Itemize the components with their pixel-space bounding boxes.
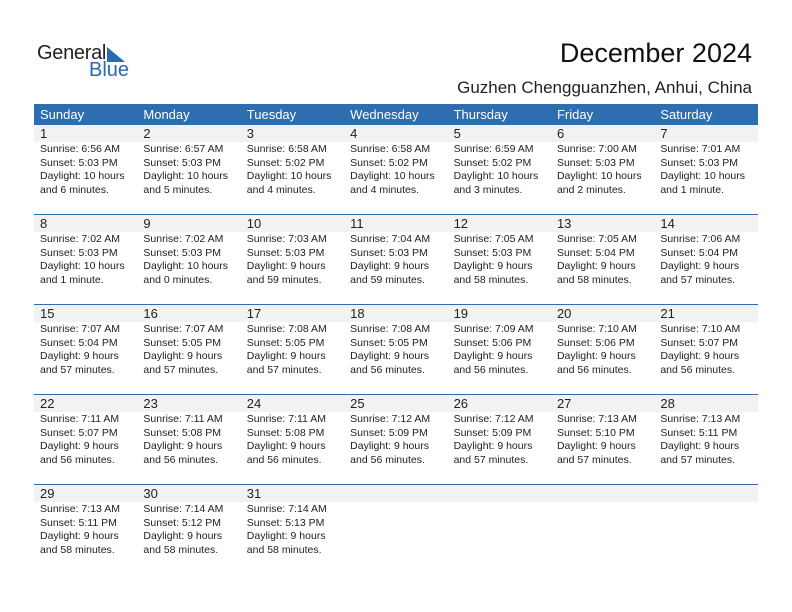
day-cell [551,395,654,484]
sunset-text: Sunset: 5:07 PM [40,426,118,439]
sunrise-text: Sunrise: 7:05 AM [556,233,637,245]
logo [37,42,137,82]
daylight-text: Daylight: 9 hours [246,440,326,452]
sunset-text: Sunset: 5:08 PM [143,426,222,439]
empty-day-cell [448,485,551,574]
daylight-text: Daylight: 9 hours [350,260,429,272]
day-number: 6 [551,125,654,142]
sunrise-text: Sunrise: 7:08 AM [246,323,327,335]
sunrise-text: Sunrise: 7:12 AM [453,413,534,425]
week-row [34,214,758,304]
sunrise-text: Sunrise: 7:04 AM [350,233,431,245]
day-number: 10 [241,215,344,232]
logo-general-text: General [37,42,107,64]
sunset-text: Sunset: 5:08 PM [246,426,325,439]
sunrise-text: Sunrise: 7:01 AM [660,143,741,155]
day-number: 8 [34,215,137,232]
day-cell [654,395,757,484]
daylight-minutes-text: and 57 minutes. [246,363,322,376]
daylight-minutes-text: and 56 minutes. [40,453,115,466]
day-number: 5 [448,125,551,142]
day-cell [241,485,344,574]
day-number: 31 [241,485,344,502]
sunset-text: Sunset: 5:03 PM [143,246,222,259]
daylight-text: Daylight: 9 hours [246,530,326,542]
weekday-tuesday: Tuesday [246,107,297,122]
daylight-minutes-text: and 58 minutes. [143,543,219,556]
sunset-text: Sunset: 5:03 PM [453,246,532,259]
day-number: 27 [551,395,654,412]
daylight-minutes-text: and 57 minutes. [660,453,736,466]
week-row [34,394,758,484]
daylight-minutes-text: and 56 minutes. [453,363,529,376]
sunset-text: Sunset: 5:03 PM [246,246,325,259]
daylight-minutes-text: and 56 minutes. [350,453,425,466]
day-number: 9 [137,215,240,232]
daylight-minutes-text: and 3 minutes. [453,183,523,196]
sun-info [448,232,551,287]
sun-info [551,232,654,287]
daylight-minutes-text: and 56 minutes. [660,363,736,376]
daylight-text: Daylight: 9 hours [143,530,223,542]
sunrise-text: Sunrise: 7:11 AM [40,413,120,425]
daylight-text: Daylight: 9 hours [556,260,636,272]
day-number-empty [344,485,447,502]
empty-day-cell [344,485,447,574]
day-cell [344,125,447,214]
sunset-text: Sunset: 5:05 PM [246,336,325,349]
day-number: 19 [448,305,551,322]
sun-info [344,322,447,377]
daylight-minutes-text: and 6 minutes. [40,183,109,196]
daylight-minutes-text: and 57 minutes. [40,363,115,376]
day-cell [654,215,757,304]
day-cell [241,395,344,484]
weekday-monday: Monday [143,107,190,122]
daylight-text: Daylight: 9 hours [556,350,636,362]
day-cell [241,215,344,304]
sun-info [34,232,137,287]
sun-info [241,232,344,287]
sunrise-text: Sunrise: 7:10 AM [660,323,741,335]
sun-info [654,232,757,287]
day-cell [137,485,240,574]
sunrise-text: Sunrise: 7:14 AM [246,503,327,515]
sun-info [137,142,240,197]
sun-info [137,502,240,557]
sunset-text: Sunset: 5:13 PM [246,516,325,529]
sunrise-text: Sunrise: 7:09 AM [453,323,534,335]
sunset-text: Sunset: 5:03 PM [350,246,428,259]
sunset-text: Sunset: 5:04 PM [40,336,118,349]
logo-blue-text: Blue [89,59,130,81]
sun-info [448,412,551,467]
daylight-text: Daylight: 10 hours [556,170,642,182]
sun-info [551,322,654,377]
sun-info [654,142,757,197]
daylight-text: Daylight: 10 hours [350,170,435,182]
daylight-text: Daylight: 9 hours [40,440,119,452]
day-number: 13 [551,215,654,232]
day-number: 24 [241,395,344,412]
sun-info [241,412,344,467]
daylight-minutes-text: and 1 minute. [40,273,104,286]
daylight-minutes-text: and 5 minutes. [143,183,213,196]
day-cell [654,125,757,214]
sun-info [137,232,240,287]
sun-info [241,502,344,557]
sunset-text: Sunset: 5:06 PM [453,336,532,349]
day-number-empty [448,485,551,502]
day-number: 2 [137,125,240,142]
day-cell [137,395,240,484]
day-number: 1 [34,125,137,142]
day-number: 16 [137,305,240,322]
sunset-text: Sunset: 5:11 PM [40,516,117,529]
day-number: 22 [34,395,137,412]
empty-day-cell [551,485,654,574]
location-subtitle: Guzhen Chengguanzhen, Anhui, China [457,78,752,97]
daylight-text: Daylight: 9 hours [660,440,740,452]
day-number: 4 [344,125,447,142]
day-cell [137,305,240,394]
sunrise-text: Sunrise: 7:12 AM [350,413,431,425]
sunset-text: Sunset: 5:07 PM [660,336,738,349]
sunrise-text: Sunrise: 7:00 AM [556,143,637,155]
sunrise-text: Sunrise: 6:58 AM [246,143,327,155]
sunset-text: Sunset: 5:04 PM [660,246,738,259]
sunrise-text: Sunrise: 7:11 AM [246,413,326,425]
daylight-text: Daylight: 9 hours [40,530,119,542]
sunset-text: Sunset: 5:02 PM [453,156,532,169]
daylight-text: Daylight: 9 hours [350,350,429,362]
sunset-text: Sunset: 5:05 PM [143,336,222,349]
daylight-minutes-text: and 58 minutes. [453,273,529,286]
sun-info [448,142,551,197]
week-row [34,125,758,214]
daylight-text: Daylight: 9 hours [143,440,223,452]
day-number-empty [551,485,654,502]
week-row [34,484,758,574]
day-number: 17 [241,305,344,322]
sun-info [34,502,137,557]
daylight-text: Daylight: 10 hours [246,170,332,182]
weekday-friday: Friday [556,107,594,122]
day-cell [551,215,654,304]
daylight-text: Daylight: 10 hours [143,260,229,272]
day-cell [34,395,137,484]
day-number: 23 [137,395,240,412]
day-cell [551,125,654,214]
sunrise-text: Sunrise: 7:14 AM [143,503,224,515]
daylight-text: Daylight: 10 hours [660,170,745,182]
daylight-text: Daylight: 10 hours [143,170,229,182]
day-cell [344,215,447,304]
sun-info [344,142,447,197]
sun-info [34,142,137,197]
daylight-minutes-text: and 59 minutes. [246,273,322,286]
day-number: 12 [448,215,551,232]
day-cell [34,485,137,574]
daylight-minutes-text: and 0 minutes. [143,273,213,286]
day-number: 18 [344,305,447,322]
daylight-text: Daylight: 9 hours [350,440,429,452]
sun-info [551,142,654,197]
day-number: 30 [137,485,240,502]
day-cell [448,395,551,484]
day-cell [241,305,344,394]
daylight-minutes-text: and 58 minutes. [246,543,322,556]
sunrise-text: Sunrise: 6:59 AM [453,143,534,155]
sunrise-text: Sunrise: 7:06 AM [660,233,741,245]
sun-info [34,412,137,467]
daylight-text: Daylight: 9 hours [246,350,326,362]
weekday-saturday: Saturday [660,107,713,122]
sunset-text: Sunset: 5:03 PM [40,246,118,259]
day-number: 14 [654,215,757,232]
daylight-minutes-text: and 58 minutes. [40,543,115,556]
day-cell [137,125,240,214]
day-cell [241,125,344,214]
sunrise-text: Sunrise: 7:07 AM [40,323,120,335]
sunrise-text: Sunrise: 7:10 AM [556,323,637,335]
day-number: 20 [551,305,654,322]
sunset-text: Sunset: 5:02 PM [246,156,325,169]
sun-info [344,412,447,467]
sunrise-text: Sunrise: 7:05 AM [453,233,534,245]
day-number: 26 [448,395,551,412]
weekday-header [34,104,758,125]
sunrise-text: Sunrise: 7:02 AM [40,233,120,245]
daylight-text: Daylight: 9 hours [453,440,533,452]
daylight-minutes-text: and 56 minutes. [556,363,632,376]
sun-info [241,322,344,377]
day-number: 25 [344,395,447,412]
daylight-minutes-text: and 57 minutes. [556,453,632,466]
day-number: 21 [654,305,757,322]
daylight-text: Daylight: 9 hours [660,350,740,362]
day-cell [551,305,654,394]
sun-info [551,412,654,467]
day-number: 29 [34,485,137,502]
daylight-minutes-text: and 58 minutes. [556,273,632,286]
sunrise-text: Sunrise: 7:13 AM [660,413,741,425]
day-number: 3 [241,125,344,142]
daylight-text: Daylight: 9 hours [246,260,326,272]
day-cell [654,305,757,394]
sunset-text: Sunset: 5:09 PM [350,426,428,439]
sunset-text: Sunset: 5:02 PM [350,156,428,169]
weekday-wednesday: Wednesday [350,107,419,122]
sun-info [344,232,447,287]
sun-info [137,322,240,377]
daylight-minutes-text: and 57 minutes. [453,453,529,466]
daylight-minutes-text: and 4 minutes. [350,183,420,196]
day-number-empty [654,485,757,502]
daylight-text: Daylight: 9 hours [660,260,740,272]
daylight-minutes-text: and 57 minutes. [143,363,219,376]
daylight-text: Daylight: 9 hours [556,440,636,452]
sunrise-text: Sunrise: 7:02 AM [143,233,224,245]
sunset-text: Sunset: 5:03 PM [143,156,222,169]
sunset-text: Sunset: 5:05 PM [350,336,428,349]
sunrise-text: Sunrise: 7:13 AM [556,413,637,425]
daylight-minutes-text: and 56 minutes. [143,453,219,466]
sun-info [448,322,551,377]
sunrise-text: Sunrise: 6:58 AM [350,143,431,155]
daylight-text: Daylight: 9 hours [143,350,223,362]
weekday-sunday: Sunday [40,107,85,122]
sun-info [34,322,137,377]
sunrise-text: Sunrise: 6:57 AM [143,143,224,155]
day-number: 28 [654,395,757,412]
daylight-minutes-text: and 56 minutes. [246,453,322,466]
daylight-minutes-text: and 2 minutes. [556,183,626,196]
day-cell [448,215,551,304]
sun-info [137,412,240,467]
sunset-text: Sunset: 5:10 PM [556,426,635,439]
sunrise-text: Sunrise: 7:13 AM [40,503,120,515]
sun-info [654,412,757,467]
sunrise-text: Sunrise: 7:08 AM [350,323,431,335]
day-number: 15 [34,305,137,322]
daylight-minutes-text: and 4 minutes. [246,183,316,196]
day-cell [344,305,447,394]
sunrise-text: Sunrise: 6:56 AM [40,143,120,155]
calendar-grid [34,104,758,574]
day-cell [137,215,240,304]
day-cell [34,125,137,214]
daylight-minutes-text: and 56 minutes. [350,363,425,376]
daylight-minutes-text: and 59 minutes. [350,273,425,286]
day-number: 11 [344,215,447,232]
day-cell [448,125,551,214]
daylight-minutes-text: and 57 minutes. [660,273,736,286]
sun-info [654,322,757,377]
day-number: 7 [654,125,757,142]
daylight-minutes-text: and 1 minute. [660,183,724,196]
sunset-text: Sunset: 5:12 PM [143,516,222,529]
sunset-text: Sunset: 5:09 PM [453,426,532,439]
weekday-thursday: Thursday [453,107,508,122]
daylight-text: Daylight: 10 hours [40,170,125,182]
sunset-text: Sunset: 5:03 PM [40,156,118,169]
sunset-text: Sunset: 5:03 PM [556,156,635,169]
daylight-text: Daylight: 9 hours [40,350,119,362]
sunset-text: Sunset: 5:03 PM [660,156,738,169]
empty-day-cell [654,485,757,574]
day-cell [34,305,137,394]
sunset-text: Sunset: 5:11 PM [660,426,738,439]
daylight-text: Daylight: 10 hours [453,170,539,182]
sunrise-text: Sunrise: 7:11 AM [143,413,223,425]
sun-info [241,142,344,197]
page-title: December 2024 [559,38,752,68]
week-row [34,304,758,394]
sunset-text: Sunset: 5:06 PM [556,336,635,349]
sunrise-text: Sunrise: 7:07 AM [143,323,224,335]
sunrise-text: Sunrise: 7:03 AM [246,233,327,245]
day-cell [344,395,447,484]
daylight-text: Daylight: 9 hours [453,260,533,272]
daylight-text: Daylight: 9 hours [453,350,533,362]
sunset-text: Sunset: 5:04 PM [556,246,635,259]
day-cell [448,305,551,394]
day-cell [34,215,137,304]
daylight-text: Daylight: 10 hours [40,260,125,272]
